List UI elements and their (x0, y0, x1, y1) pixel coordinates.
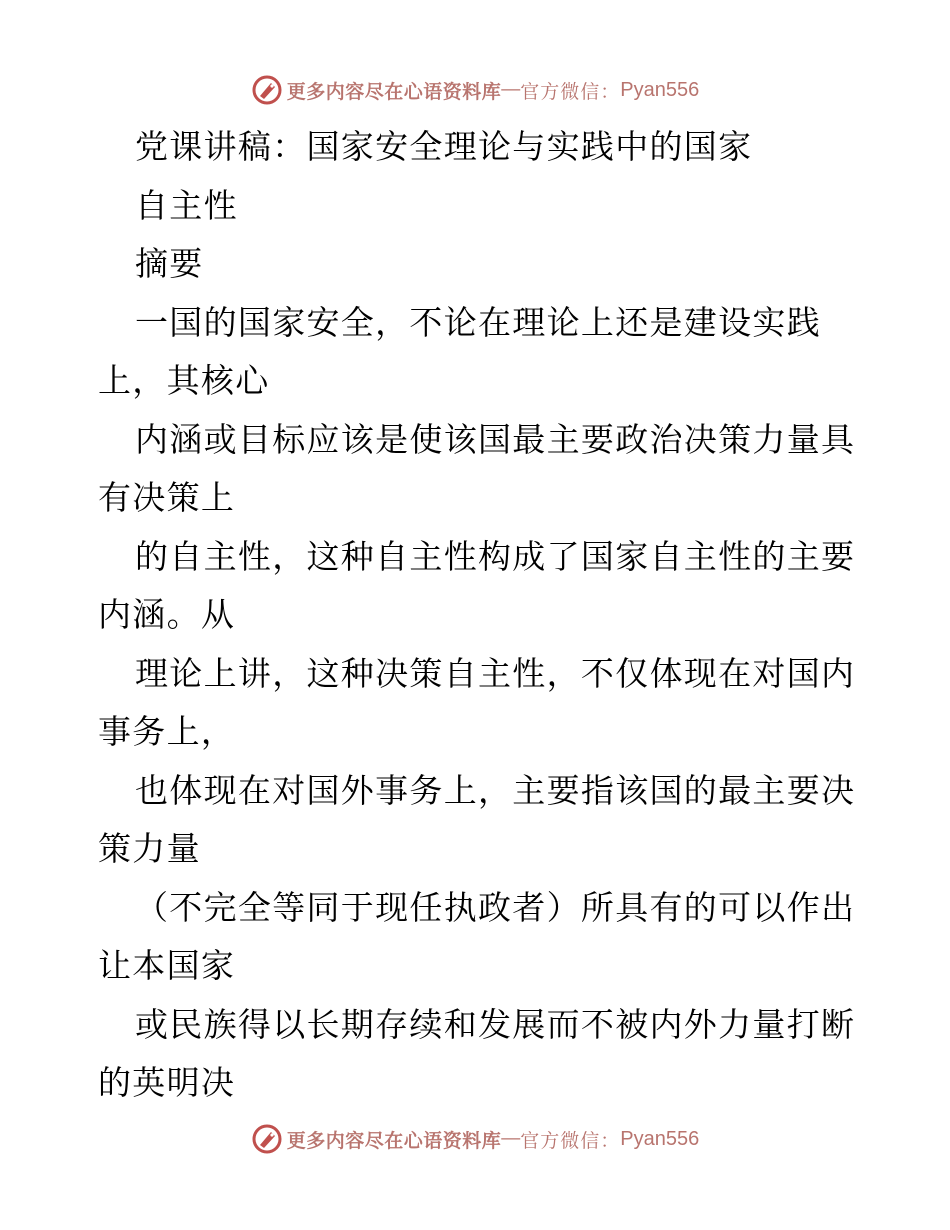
watermark-text: 更多内容尽在心语资料库 (286, 80, 502, 103)
abstract-heading: 摘要 (135, 244, 204, 283)
paragraph-line: 事务上， (98, 712, 236, 751)
pen-nib-seal-icon (251, 1123, 283, 1155)
document-body (98, 118, 858, 1113)
paragraph-line: 有决策上 (98, 478, 236, 517)
pen-nib-seal-icon (251, 74, 283, 106)
paragraph-line: 一国的国家安全，不论在理论上还是建设实践 (135, 302, 821, 342)
paragraph-line: 理论上讲，这种决策自主性，不仅体现在对国内 (135, 653, 856, 693)
watermark-separator: — (501, 79, 521, 100)
watermark-separator: — (501, 1128, 521, 1149)
paragraph-line: 的英明决 (98, 1063, 236, 1102)
header-watermark (0, 70, 950, 110)
paragraph-line: 内涵。从 (98, 595, 236, 634)
title-line-2: 自主性 (135, 185, 238, 225)
paragraph-line: 让本国家 (98, 946, 236, 985)
watermark-wechat-id: Pyan556 (620, 1127, 700, 1150)
watermark-official-label: 官方微信： (520, 80, 621, 103)
paragraph-line: （不完全等同于现任执政者）所具有的可以作出 (135, 887, 856, 927)
paragraph-line: 的自主性，这种自主性构成了国家自主性的主要 (135, 536, 856, 576)
paragraph-line: 内涵或目标应该是使该国最主要政治决策力量具 (135, 419, 856, 459)
paragraph-line: 或民族得以长期存续和发展而不被内外力量打断 (135, 1004, 856, 1044)
watermark-text: 更多内容尽在心语资料库 (286, 1129, 502, 1152)
watermark-official-label: 官方微信： (520, 1129, 621, 1152)
title-line-1: 党课讲稿：国家安全理论与实践中的国家 (135, 127, 753, 166)
paragraph-line: 策力量 (98, 829, 201, 868)
footer-watermark (0, 1119, 950, 1159)
paragraph-line: 上，其核心 (98, 361, 270, 400)
paragraph-line: 也体现在对国外事务上，主要指该国的最主要决 (135, 770, 856, 810)
watermark-wechat-id: Pyan556 (620, 78, 700, 101)
